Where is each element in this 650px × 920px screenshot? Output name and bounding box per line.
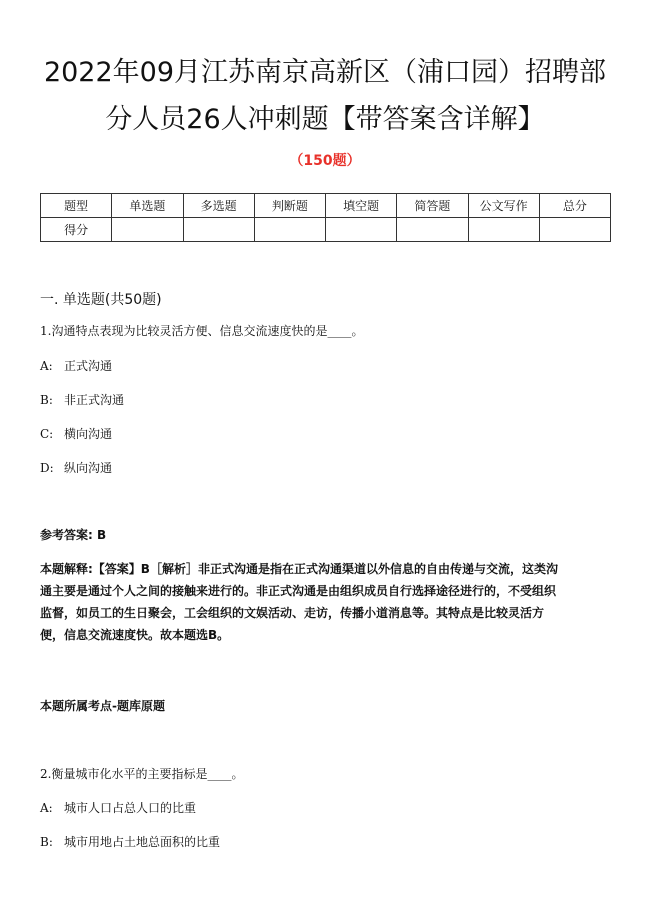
score-header-cell: 公文写作	[468, 194, 539, 218]
document-title-line-1: 2022年09月江苏南京高新区（浦口园）招聘部	[43, 57, 607, 88]
score-cell	[468, 218, 539, 242]
reference-answer: 参考答案: B	[40, 528, 107, 542]
option-text: 非正式沟通	[64, 393, 125, 407]
option-letter: C:	[40, 427, 54, 441]
section-title: 一. 单选题(共50题)	[40, 292, 162, 308]
score-cell	[326, 218, 397, 242]
option-letter: B:	[40, 835, 53, 849]
option-text: 城市用地占土地总面积的比重	[64, 835, 221, 849]
explanation-line: 便，信息交流速度快。故本题选B。	[40, 628, 230, 642]
option-text: 城市人口占总人口的比重	[64, 801, 197, 815]
explanation-line: 监督，如员工的生日聚会，工会组织的文娱活动、走访，传播小道消息等。其特点是比较灵活方	[40, 606, 545, 620]
score-header-cell: 填空题	[326, 194, 397, 218]
score-cell	[254, 218, 325, 242]
option-a	[40, 357, 112, 374]
explanation-line: 通主要是通过个人之间的接触来进行的。非正式沟通是由组织成员自行选择途径进行的，不受组织	[40, 584, 557, 598]
question-count: （150题）	[289, 153, 361, 169]
question-stem: 2.衡量城市化水平的主要指标是____。	[40, 767, 244, 781]
explanation	[40, 558, 612, 646]
score-cell	[539, 218, 610, 242]
score-cell	[112, 218, 183, 242]
score-cell	[183, 218, 254, 242]
option-letter: B:	[40, 393, 53, 407]
option-letter: A:	[40, 359, 53, 373]
score-table-score-row	[41, 218, 611, 242]
score-table-header-row	[41, 194, 611, 218]
score-table	[40, 193, 611, 242]
option-b	[40, 833, 220, 850]
score-header-cell: 简答题	[397, 194, 468, 218]
score-header-cell: 单选题	[112, 194, 183, 218]
option-text: 正式沟通	[64, 359, 113, 373]
score-header-cell: 多选题	[183, 194, 254, 218]
option-c	[40, 425, 112, 442]
option-b	[40, 391, 124, 408]
document-title-line-2: 分人员26人冲刺题【带答案含详解】	[105, 104, 545, 135]
option-letter: D:	[40, 461, 54, 475]
question-stem: 1.沟通特点表现为比较灵活方便、信息交流速度快的是____。	[40, 324, 364, 338]
score-header-cell: 判断题	[254, 194, 325, 218]
score-cell	[397, 218, 468, 242]
explanation-line: 本题解释:【答案】B［解析］非正式沟通是指在正式沟通渠道以外信息的自由传递与交流，这类沟	[40, 562, 558, 576]
option-d	[40, 459, 112, 476]
score-row-label: 得分	[41, 218, 112, 242]
option-a	[40, 799, 196, 816]
option-text: 纵向沟通	[64, 461, 113, 475]
option-text: 横向沟通	[64, 427, 113, 441]
knowledge-point: 本题所属考点-题库原题	[40, 699, 165, 713]
option-letter: A:	[40, 801, 53, 815]
score-header-cell: 总分	[539, 194, 610, 218]
score-header-cell: 题型	[41, 194, 112, 218]
